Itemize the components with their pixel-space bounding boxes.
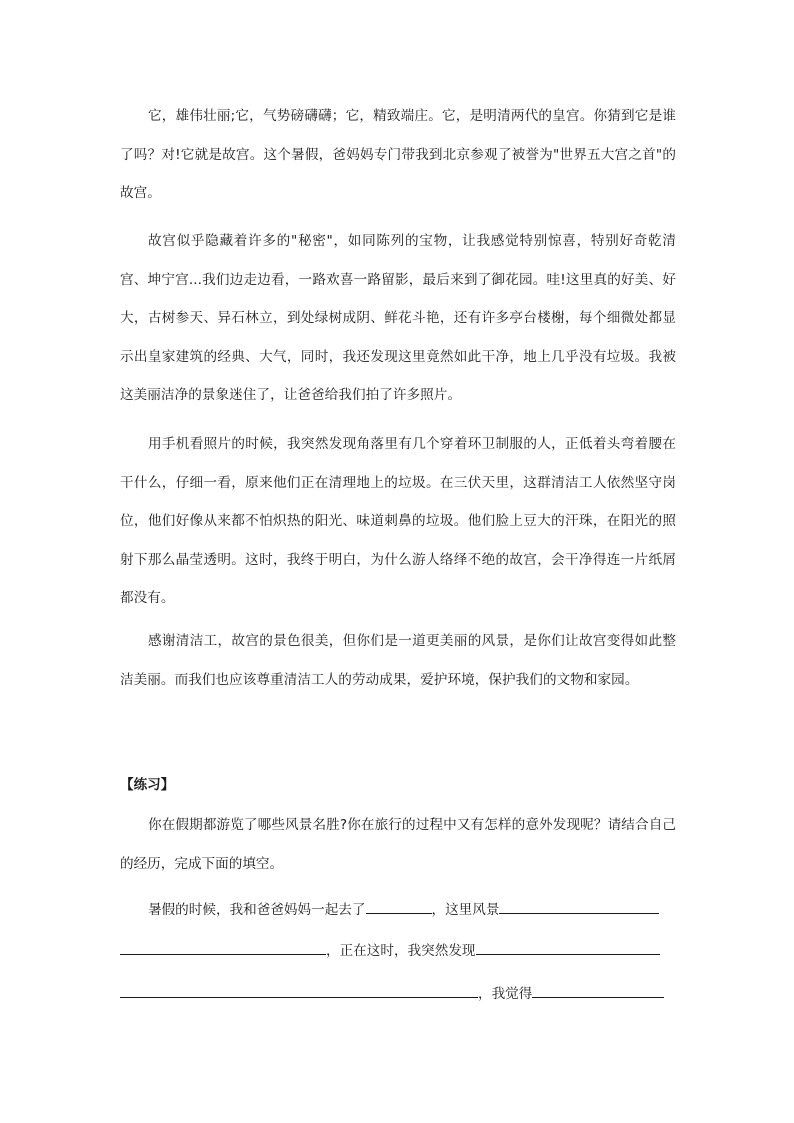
essay-paragraph-4: 感谢清洁工，故宫的景色很美，但你们是一道更美丽的风景，是你们让故宫变得如此整洁美丽。而我们也应该尊重清洁工人的劳动成果，爱护环境，保护我们的文物和家园。	[120, 633, 676, 688]
fill-line-2	[120, 940, 660, 961]
blank-destination[interactable]	[366, 899, 432, 914]
essay-paragraph-2: 故宫似乎隐藏着许多的"秘密"，如同陈列的宝物，让我感觉特别惊喜，特别好奇乾清宫、坤宁宫...我们边走边看，一路欢喜一路留影，最后来到了御花园。哇!这里真的好美、好大，古树参天、异石林立，到处绿树成阴、鲜花斗艳，还有许多亭台楼榭，每个细微处都显示出皇家建筑的经典、大气，同时，我还发现这里竟然如此干净，地上几乎没有垃圾。我被这美丽洁净的景象迷住了，让爸爸给我们拍了许多照片。	[120, 233, 676, 404]
blank-scenery-end[interactable]	[120, 940, 326, 955]
fill-text-3: ，正在这时，我突然发现	[326, 943, 476, 959]
blank-discovery-end[interactable]	[120, 983, 478, 998]
fill-text-2: ，这里风景	[431, 902, 500, 918]
exercise-title: 【练习】	[120, 777, 175, 793]
fill-text-1: 暑假的时候，我和爸爸妈妈一起去了	[148, 902, 366, 918]
fill-line-1	[148, 899, 659, 920]
essay-paragraph-1: 它，雄伟壮丽;它，气势磅礴礴；它，精致端庄。它，是明清两代的皇宫。你猜到它是谁了吗？对!它就是故宫。这个暑假，爸妈妈专门带我到北京参观了被誉为"世界五大宫之首"的故宫。	[120, 108, 676, 202]
essay-paragraph-3: 用手机看照片的时候，我突然发现角落里有几个穿着环卫制服的人，正低着头弯着腰在干什么，仔细一看，原来他们正在清理地上的垃圾。在三伏天里，这群清洁工人依然坚守岗位，他们好像从来都不怕炽热的阳光、味道刺鼻的垃圾。他们脸上豆大的汗珠，在阳光的照射下那么晶莹透明。这时，我终于明白，为什么游人络绎不绝的故宫，会干净得连一片纸屑都没有。	[120, 436, 676, 607]
blank-scenery-start[interactable]	[499, 899, 659, 914]
blank-discovery-start[interactable]	[476, 940, 660, 955]
blank-feeling[interactable]	[532, 983, 664, 998]
fill-text-4: ，我觉得	[478, 986, 533, 1002]
exercise-prompt: 你在假期都游览了哪些风景名胜?你在旅行的过程中又有怎样的意外发现呢？请结合自己的经历，完成下面的填空。	[120, 817, 676, 872]
fill-line-3	[120, 983, 664, 1004]
